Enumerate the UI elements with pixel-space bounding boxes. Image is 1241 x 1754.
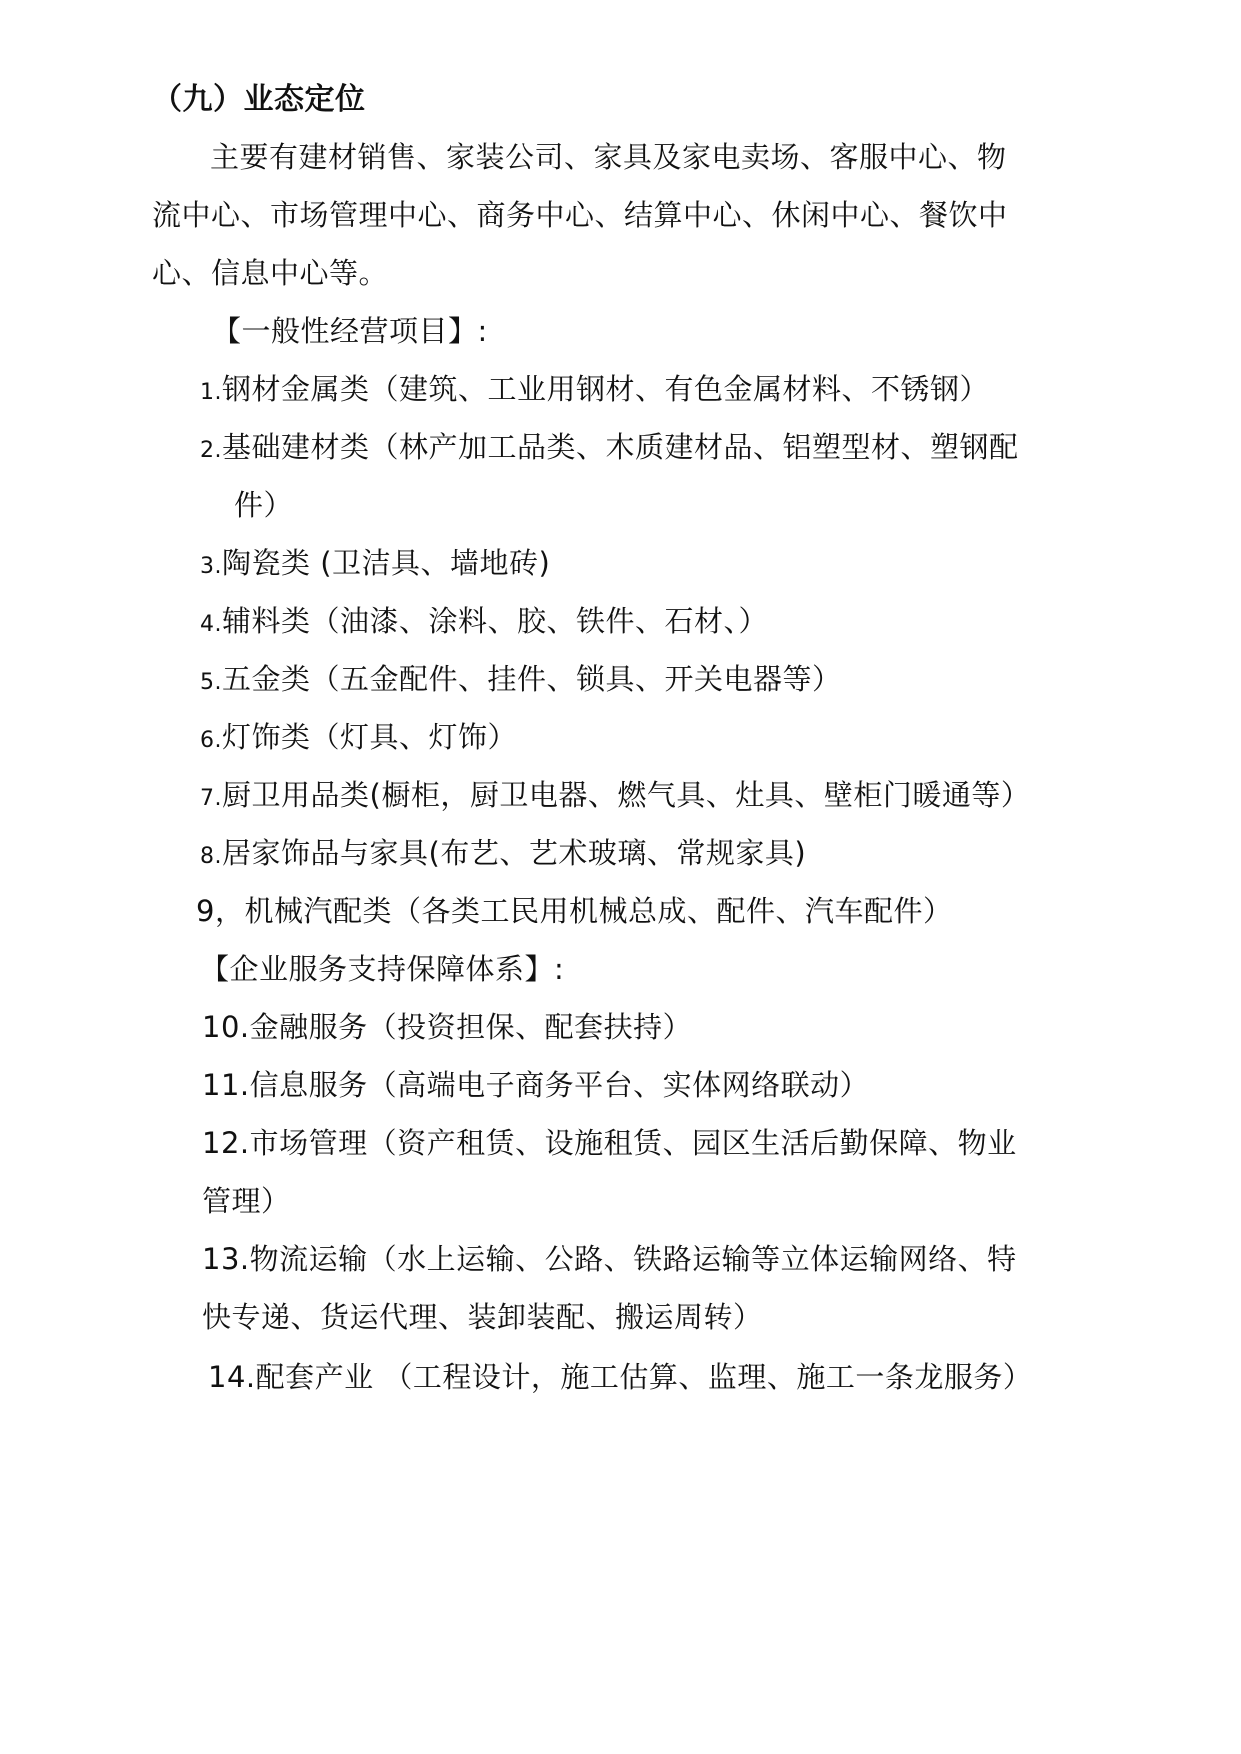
service-item-11: 11.信息服务（高端电子商务平台、实体网络联动） [202,1068,870,1102]
service-item-13-continued: 快专递、货运代理、装卸装配、搬运周转） [202,1300,763,1334]
general-item-2-continued: 件） [234,488,294,522]
service-item-14: 14.配套产业 （工程设计，施工估算、监理、施工一条龙服务） [208,1360,1033,1394]
general-item-9 [196,891,952,931]
intro-line-2: 流中心、市场管理中心、商务中心、结算中心、休闲中心、餐饮中 [152,198,1008,232]
general-item-2 [200,427,1019,471]
service-item-10: 10.金融服务（投资担保、配套扶持） [202,1010,693,1044]
item-text: 灯饰类（灯具、灯饰） [222,720,518,754]
item-number: 7. [200,786,222,811]
item-text: 居家饰品与家具(布艺、艺术玻璃、常规家具) [222,836,807,870]
item-number: 5. [200,670,222,695]
general-item-5 [200,659,842,703]
service-item-12: 12.市场管理（资产租赁、设施租赁、园区生活后勤保障、物业 [202,1126,1017,1160]
item-text: 机械汽配类（各类工民用机械总成、配件、汽车配件） [244,894,953,928]
section-heading: （九）业态定位 [152,82,366,117]
service-heading: 【企业服务支持保障体系】: [200,952,565,986]
general-item-4 [200,601,768,645]
general-item-8 [200,833,806,877]
item-text: 辅料类（油漆、涂料、胶、铁件、石材、） [222,604,769,638]
general-item-7 [200,775,1030,819]
item-number: 2. [200,438,222,463]
service-item-12-continued: 管理） [202,1184,291,1218]
item-text: 厨卫用品类(橱柜，厨卫电器、燃气具、灶具、壁柜门暖通等） [222,778,1031,812]
general-item-1 [200,369,989,413]
item-text: 五金类（五金配件、挂件、锁具、开关电器等） [222,662,842,696]
intro-line-3: 心、信息中心等。 [152,256,389,290]
item-number: 4. [200,612,222,637]
item-number: 3. [200,554,222,579]
item-number: 1. [200,380,222,405]
general-item-6 [200,717,517,761]
item-number: 8. [200,844,222,869]
item-text: 陶瓷类 (卫洁具、墙地砖) [222,546,551,580]
service-item-13: 13.物流运输（水上运输、公路、铁路运输等立体运输网络、特 [202,1242,1017,1276]
item-number: 9， [196,894,245,928]
intro-line-1: 主要有建材销售、家装公司、家具及家电卖场、客服中心、物 [210,140,1007,174]
general-heading: 【一般性经营项目】: [212,314,488,348]
general-item-3 [200,543,550,587]
item-number: 6. [200,728,222,753]
item-text: 钢材金属类（建筑、工业用钢材、有色金属材料、不锈钢） [222,372,990,406]
item-text: 基础建材类（林产加工品类、木质建材品、铝塑型材、塑钢配 [222,430,1019,464]
